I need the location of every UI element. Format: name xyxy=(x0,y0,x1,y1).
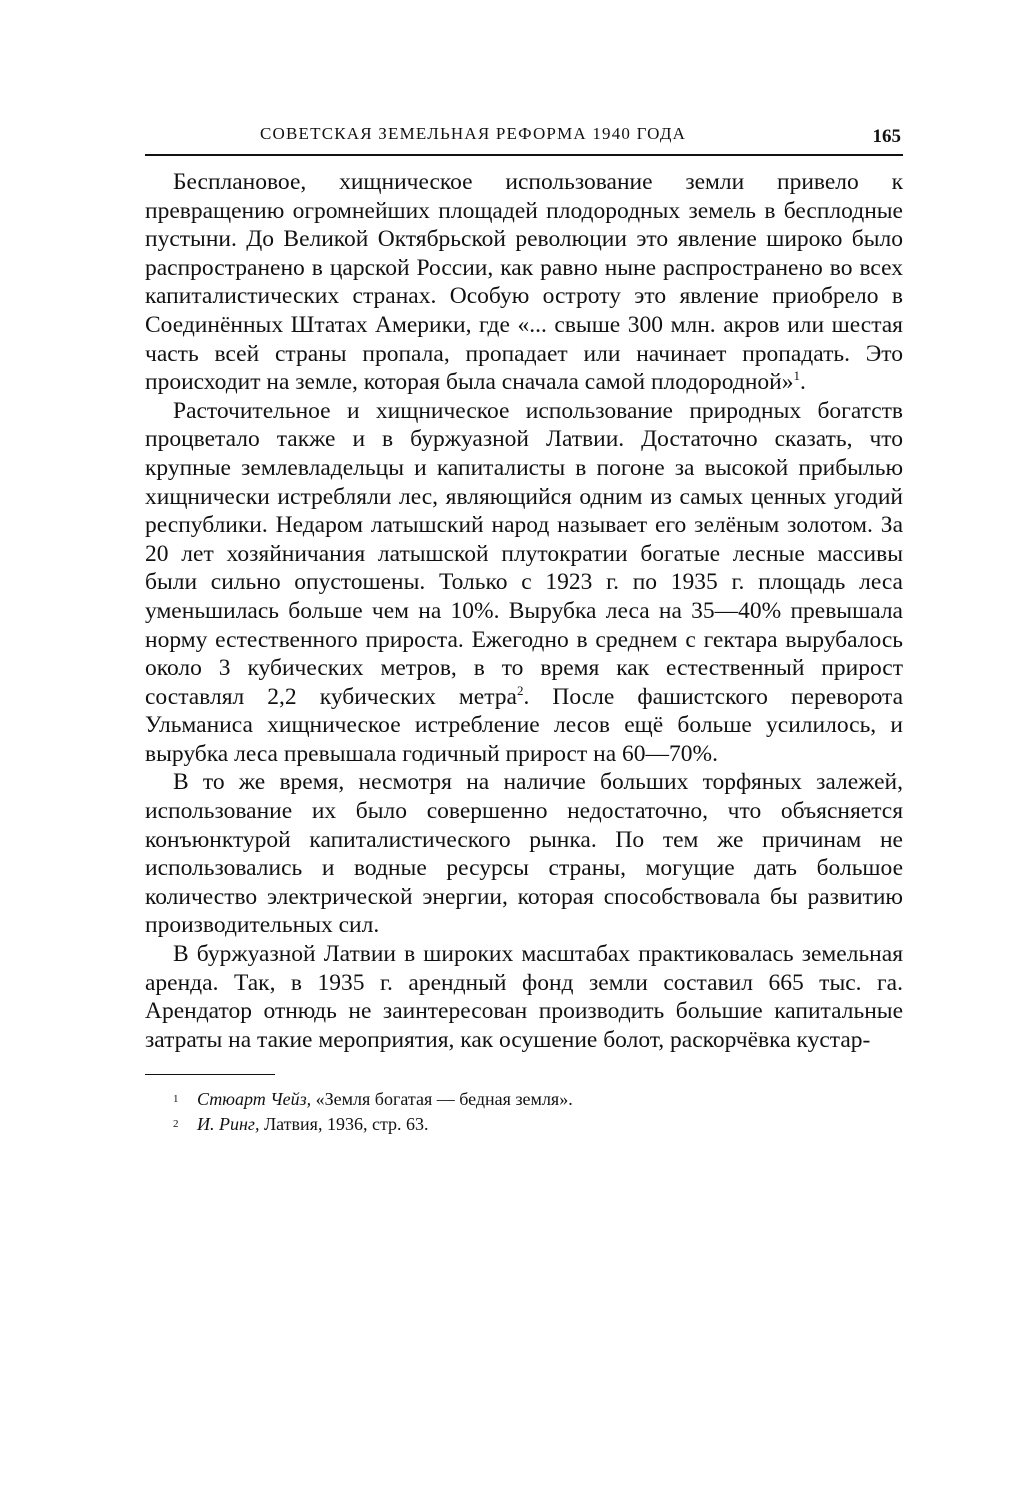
footnote-text: Латвия, 1936, стр. 63. xyxy=(259,1114,429,1135)
running-title: СОВЕТСКАЯ ЗЕМЕЛЬНАЯ РЕФОРМА 1940 ГОДА xyxy=(260,124,687,143)
footnote-author: Стюарт Чейз, xyxy=(197,1089,312,1110)
body-text xyxy=(145,168,903,1054)
book-page xyxy=(145,118,903,1137)
footnote-reference: 1 xyxy=(793,368,800,384)
paragraph xyxy=(145,940,903,1054)
footnote xyxy=(145,1087,903,1112)
paragraph xyxy=(145,168,903,397)
footnotes xyxy=(145,1087,903,1137)
footnote-divider xyxy=(145,1074,275,1075)
footnote-reference: 2 xyxy=(516,682,524,698)
paragraph-text: . xyxy=(800,369,806,396)
footnote xyxy=(145,1112,903,1137)
footnote-author: И. Ринг, xyxy=(197,1114,260,1135)
footnote-mark: 2 xyxy=(173,1118,179,1131)
footnote-text: «Земля богатая — бедная земля». xyxy=(311,1089,573,1110)
paragraph-text: Расточительное и хищническое использование природных богатств процветало также и в буржуазной Латвии. Достаточно сказать, что крупные землевладельцы и капиталисты в погоне за высокой прибылью хищнически истребляли лес, являющийся одним из самых ценных угодий республики. Недаром латышский народ называет его зелёным золотом. За 20 лет хозяйничания латышской плутократии богатые лесные массивы были сильно опустошены. Только с 1923 г. по 1935 г. площадь леса уменьшилась больше чем на 10%. Вырубка леса на 35—40% превышала норму естественного прироста. Ежегодно в среднем с гектара вырубалось около 3 кубических метров, в то время как естественный прирост составлял 2,2 кубических метра xyxy=(145,397,903,710)
footnote-mark: 1 xyxy=(173,1093,179,1106)
paragraph-text: В буржуазной Латвии в широких масштабах практиковалась земельная аренда. Так, в 1935 г. арендный фонд земли составил 665 тыс. га. Арендатор отнюдь не заинтересован производить большие капитальные затраты на такие мероприятия, как осушение болот, раскорчёвка кустар- xyxy=(145,941,903,1053)
paragraph xyxy=(145,397,903,769)
paragraph xyxy=(145,768,903,940)
paragraph-text: Бесплановое, хищническое использование земли привело к превращению огромнейших площадей плодородных земель в бесплодные пустыни. До Великой Октябрьской революции это явление широко было распространено в царской России, как равно ныне распространено во всех капиталистических странах. Особую остроту это явление приобрело в Соединённых Штатах Америки, где «... свыше 300 млн. акров или шестая часть всей страны пропала, пропадает или начинает пропадать. Это происходит на земле, которая была сначала самой плодородной» xyxy=(145,169,903,396)
page-number: 165 xyxy=(872,126,901,147)
paragraph-text: . После фашистского переворота Ульманиса хищническое истребление лесов ещё больше усилилось, и вырубка леса превышала годичный прирост на 60—70%. xyxy=(145,683,903,767)
running-header xyxy=(145,118,903,156)
paragraph-text: В то же время, несмотря на наличие больших торфяных залежей, использование их было совершенно недостаточно, что объясняется конъюнктурой капиталистического рынка. По тем же причинам не использовались и водные ресурсы страны, могущие дать большое количество электрической энергии, которая способствовала бы развитию производительных сил. xyxy=(145,769,903,939)
